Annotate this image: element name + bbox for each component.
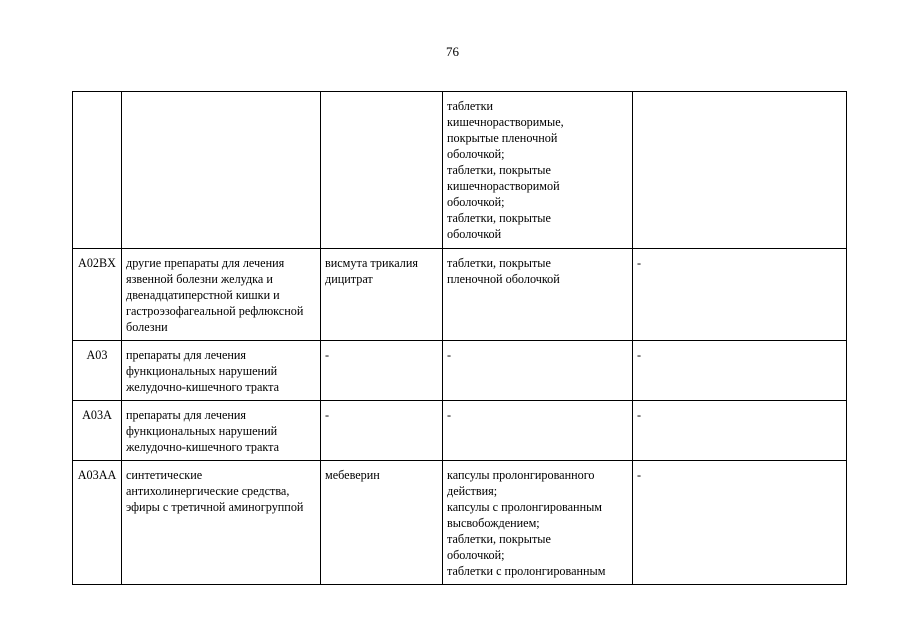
dosage-form-line: капсулы с пролонгированным	[447, 500, 602, 514]
drug-list-table	[72, 91, 847, 585]
pharmacological-group-cell	[122, 341, 321, 401]
dosage-form-line: действия;	[447, 484, 498, 498]
table-row	[73, 461, 847, 585]
active-substance-cell: мебеверин	[321, 461, 443, 585]
table-row	[73, 401, 847, 461]
pharmacological-group-cell	[122, 461, 321, 585]
active-substance-text: висмута трикалия дицитрат	[325, 256, 418, 286]
pharmacological-group-text: препараты для лечения функциональных нарушений желудочно-кишечного тракта	[126, 348, 279, 394]
note-cell: -	[633, 341, 847, 401]
pharmacological-group-text: другие препараты для лечения язвенной болезни желудка и двенадцатиперстной кишки и гастроэзофагеальной рефлюксной болезни	[126, 256, 304, 334]
active-substance-cell: -	[321, 401, 443, 461]
dosage-forms-cell	[443, 92, 633, 249]
dosage-form-line: оболочкой	[447, 227, 502, 241]
note-cell: -	[633, 401, 847, 461]
dosage-form-line: таблетки	[447, 99, 494, 113]
dosage-forms-cell	[443, 249, 633, 341]
dosage-form-line: оболочкой;	[447, 195, 505, 209]
pharmacological-group-text: синтетические антихолинергические средства, эфиры с третичной аминогруппой	[126, 468, 304, 514]
active-substance-cell	[321, 249, 443, 341]
pharmacological-group-text: препараты для лечения функциональных нарушений желудочно-кишечного тракта	[126, 408, 279, 454]
pharmacological-group-cell	[122, 92, 321, 249]
dosage-form-line: таблетки, покрытые	[447, 256, 551, 270]
dosage-forms-cell	[443, 461, 633, 585]
dosage-form-line: оболочкой;	[447, 147, 505, 161]
dosage-form-line: кишечнорастворимые,	[447, 115, 564, 129]
atc-code-cell: A03AA	[73, 461, 122, 585]
atc-code-cell: A03A	[73, 401, 122, 461]
dosage-form-line: капсулы пролонгированного	[447, 468, 595, 482]
dosage-form-line: таблетки с пролонгированным	[447, 564, 606, 578]
table-row	[73, 92, 847, 249]
page-number: 76	[446, 44, 459, 59]
pharmacological-group-cell	[122, 401, 321, 461]
dosage-form-line: покрытые пленочной	[447, 131, 558, 145]
note-cell: -	[633, 249, 847, 341]
dosage-form-line: -	[447, 348, 452, 362]
dosage-forms-cell	[443, 401, 633, 461]
atc-code-cell: A03	[73, 341, 122, 401]
dosage-form-line: таблетки, покрытые	[447, 532, 551, 546]
active-substance-cell	[321, 92, 443, 249]
table-row	[73, 341, 847, 401]
dosage-forms-cell	[443, 341, 633, 401]
dosage-form-line: оболочкой;	[447, 548, 505, 562]
dosage-form-line: высвобождением;	[447, 516, 540, 530]
pharmacological-group-cell	[122, 249, 321, 341]
dosage-form-line: таблетки, покрытые	[447, 211, 551, 225]
note-cell	[633, 92, 847, 249]
atc-code-cell: A02BX	[73, 249, 122, 341]
dosage-form-line: кишечнорастворимой	[447, 179, 560, 193]
dosage-form-line: -	[447, 408, 452, 422]
dosage-form-line: таблетки, покрытые	[447, 163, 551, 177]
note-cell: -	[633, 461, 847, 585]
atc-code-cell	[73, 92, 122, 249]
active-substance-cell: -	[321, 341, 443, 401]
table-row	[73, 249, 847, 341]
dosage-form-line: пленочной оболочкой	[447, 272, 560, 286]
